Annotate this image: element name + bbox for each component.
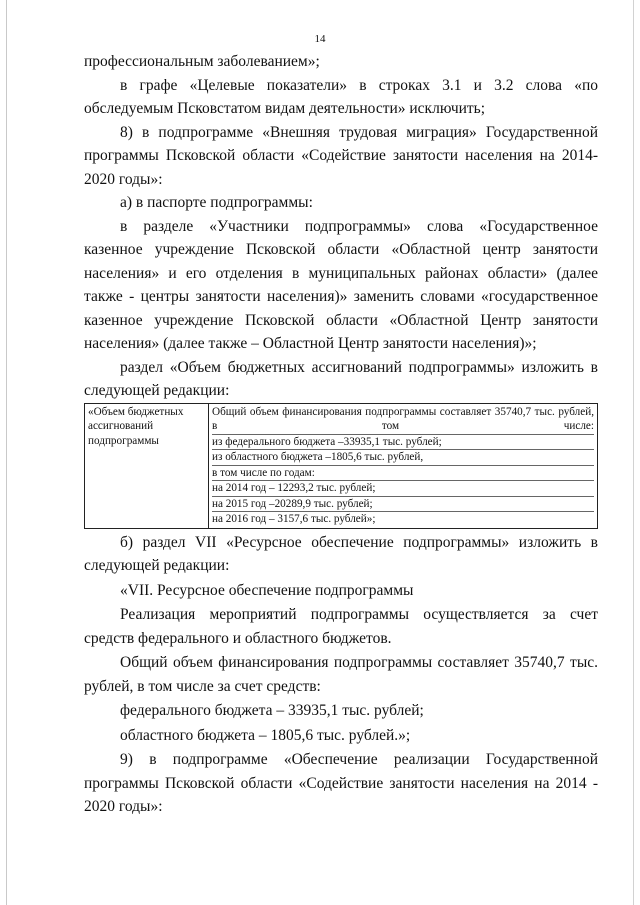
table-line: из федерального бюджета –33935,1 тыс. рублей; <box>212 435 594 451</box>
paragraph: профессиональным заболеванием»; <box>84 53 320 70</box>
scan-edge-right <box>633 0 634 905</box>
paragraph: Реализация мероприятий подпрограммы осуществляется за счет средств федерального и областного бюджетов. <box>84 606 598 647</box>
table-cell-values <box>209 403 598 528</box>
paragraph: в разделе «Участники подпрограммы» слова «Государственное казенное учреждение Псковской области «Областной центр занятости населения» и его отделения в муниципальных районах области» (далее также - центры занятости населения)» заменить словами «государственное казенное учреждение Псковской области «Областной Центр занятости населения» (далее также – Областной Центр занятости населения)»; <box>84 217 598 352</box>
paragraph: 8) в подпрограмме «Внешняя трудовая миграция» Государственной программы Псковской области «Содействие занятости населения на 2014-2020 годы»: <box>84 123 598 188</box>
scan-edge-left <box>6 0 7 905</box>
budget-table <box>84 403 598 529</box>
table-row <box>85 403 598 528</box>
table-line: на 2014 год – 12293,2 тыс. рублей; <box>212 481 594 497</box>
paragraph: федерального бюджета – 33935,1 тыс. рублей; <box>120 702 424 719</box>
paragraph: Общий объем финансирования подпрограммы составляет 35740,7 тыс. рублей, в том числе за счет средств: <box>84 654 598 695</box>
page-number: 14 <box>314 33 326 45</box>
paragraph: «VII. Ресурсное обеспечение подпрограммы <box>120 581 414 599</box>
paragraph: 9) в подпрограмме «Обеспечение реализации Государственной программы Псковской области «Содействие занятости населения на 2014 - 2020 годы»: <box>84 751 598 815</box>
table-line: на 2016 год – 3157,6 тыс. рублей»; <box>212 513 376 525</box>
paragraph: в графе «Целевые показатели» в строках 3.1 и 3.2 слова «по обследуемым Псковстатом видам деятельности» исключить; <box>84 76 598 117</box>
table-line: из областного бюджета –1805,6 тыс. рублей, <box>212 450 594 466</box>
paragraph: б) раздел VII «Ресурсное обеспечение подпрограммы» изложить в следующей редакции: <box>84 533 598 574</box>
paragraph: областного бюджета – 1805,6 тыс. рублей.»; <box>120 726 411 744</box>
table-line: на 2015 год –20289,9 тыс. рублей; <box>212 497 594 513</box>
paragraph: раздел «Объем бюджетных ассигнований подпрограммы» изложить в следующей редакции: <box>84 358 598 399</box>
document-body <box>84 50 598 819</box>
table-line: в том числе по годам: <box>212 466 594 482</box>
table-cell-label: «Объем бюджетных ассигнований подпрограммы <box>85 403 209 528</box>
paragraph: а) в паспорте подпрограммы: <box>120 194 313 211</box>
table-line: Общий объем финансирования подпрограммы составляет 35740,7 тыс. рублей, в том числе: <box>212 405 594 435</box>
